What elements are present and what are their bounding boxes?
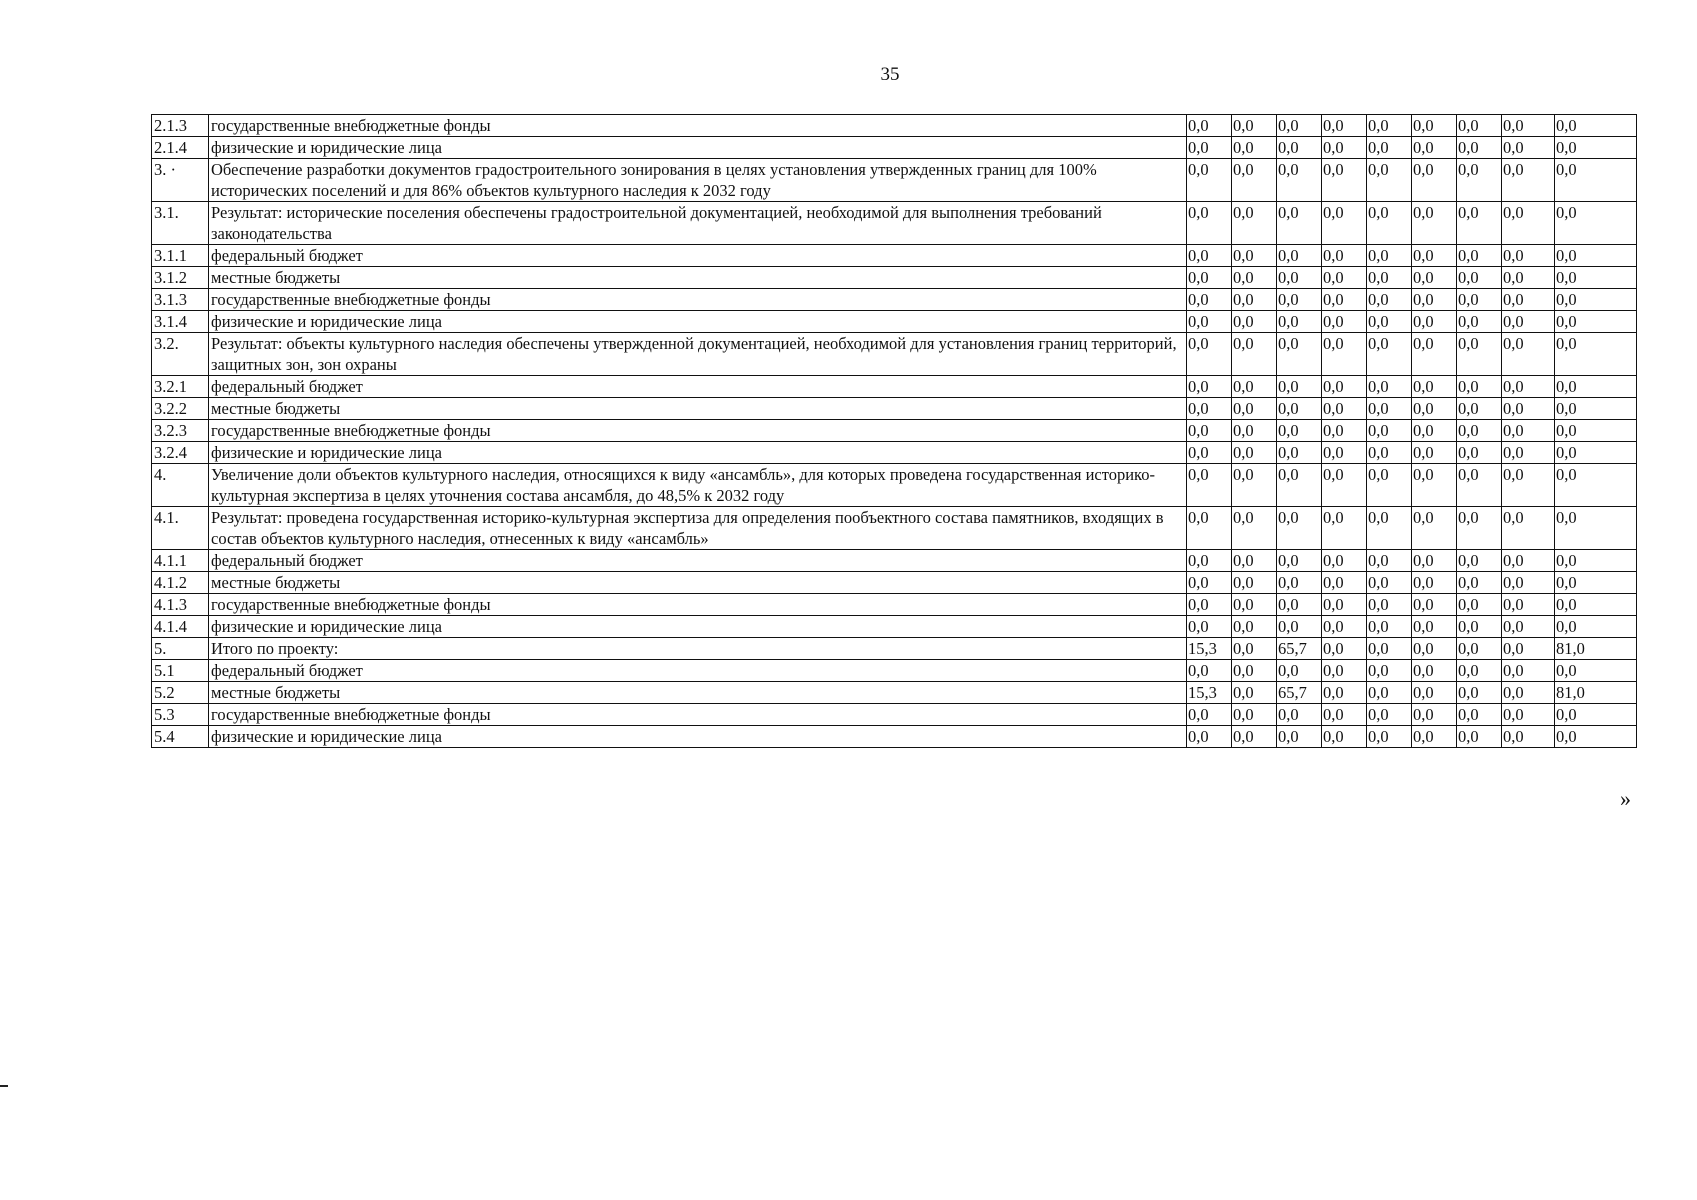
value-cell: 0,0 [1555,289,1637,311]
row-name-cell: федеральный бюджет [209,660,1187,682]
value-cell: 0,0 [1412,311,1457,333]
value-cell: 0,0 [1555,311,1637,333]
value-cell: 81,0 [1555,638,1637,660]
value-cell: 0,0 [1277,245,1322,267]
value-cell: 0,0 [1367,245,1412,267]
value-cell: 0,0 [1277,660,1322,682]
value-cell: 0,0 [1502,159,1555,202]
table-row [152,420,1637,442]
row-name-cell: государственные внебюджетные фонды [209,704,1187,726]
value-cell: 0,0 [1322,333,1367,376]
value-cell: 0,0 [1187,398,1232,420]
value-cell: 0,0 [1412,267,1457,289]
value-cell: 0,0 [1277,704,1322,726]
row-code-cell: 4.1.1 [152,550,209,572]
value-cell: 0,0 [1555,376,1637,398]
value-cell: 0,0 [1502,507,1555,550]
value-cell: 0,0 [1232,376,1277,398]
value-cell: 0,0 [1502,550,1555,572]
value-cell: 0,0 [1457,311,1502,333]
row-name-cell: Обеспечение разработки документов градостроительного зонирования в целях установления утвержденных границ для 100% исторических поселений и для 86% объектов культурного наследия к 2032 году [209,159,1187,202]
value-cell: 0,0 [1555,398,1637,420]
value-cell: 0,0 [1457,202,1502,245]
value-cell: 0,0 [1187,245,1232,267]
row-code-cell: 3.1.4 [152,311,209,333]
value-cell: 0,0 [1367,638,1412,660]
value-cell: 0,0 [1277,333,1322,376]
value-cell: 0,0 [1367,376,1412,398]
row-code-cell: 4.1.2 [152,572,209,594]
value-cell: 0,0 [1367,115,1412,137]
value-cell: 0,0 [1457,682,1502,704]
value-cell: 0,0 [1412,376,1457,398]
value-cell: 0,0 [1367,311,1412,333]
row-name-cell: местные бюджеты [209,398,1187,420]
value-cell: 0,0 [1412,115,1457,137]
value-cell: 81,0 [1555,682,1637,704]
value-cell: 0,0 [1322,660,1367,682]
value-cell: 0,0 [1232,616,1277,638]
row-name-cell: федеральный бюджет [209,376,1187,398]
value-cell: 0,0 [1457,159,1502,202]
table-body [152,115,1637,748]
value-cell: 0,0 [1457,507,1502,550]
row-code-cell: 5.3 [152,704,209,726]
value-cell: 0,0 [1322,398,1367,420]
value-cell: 0,0 [1187,704,1232,726]
value-cell: 0,0 [1187,333,1232,376]
value-cell: 0,0 [1322,245,1367,267]
value-cell: 0,0 [1232,572,1277,594]
value-cell: 0,0 [1322,202,1367,245]
value-cell: 0,0 [1232,159,1277,202]
row-name-cell: местные бюджеты [209,572,1187,594]
value-cell: 0,0 [1555,442,1637,464]
value-cell: 0,0 [1457,376,1502,398]
value-cell: 0,0 [1322,267,1367,289]
table-row [152,594,1637,616]
value-cell: 0,0 [1457,726,1502,748]
table-row [152,159,1637,202]
row-code-cell: 4.1.3 [152,594,209,616]
row-code-cell: 3.1.2 [152,267,209,289]
value-cell: 0,0 [1555,660,1637,682]
row-name-cell: физические и юридические лица [209,726,1187,748]
row-code-cell: 4. [152,464,209,507]
value-cell: 0,0 [1367,420,1412,442]
row-name-cell: Результат: исторические поселения обеспечены градостроительной документацией, необходимой для выполнения требований законодательства [209,202,1187,245]
value-cell: 0,0 [1412,507,1457,550]
value-cell: 0,0 [1232,267,1277,289]
value-cell: 0,0 [1187,202,1232,245]
value-cell: 0,0 [1502,267,1555,289]
table-row [152,289,1637,311]
value-cell: 0,0 [1412,202,1457,245]
value-cell: 0,0 [1457,594,1502,616]
value-cell: 0,0 [1277,267,1322,289]
table-row [152,682,1637,704]
value-cell: 0,0 [1187,594,1232,616]
value-cell: 0,0 [1367,682,1412,704]
value-cell: 0,0 [1502,464,1555,507]
value-cell: 0,0 [1457,660,1502,682]
value-cell: 0,0 [1367,464,1412,507]
value-cell: 0,0 [1555,202,1637,245]
value-cell: 0,0 [1555,594,1637,616]
value-cell: 0,0 [1412,550,1457,572]
value-cell: 0,0 [1412,660,1457,682]
value-cell: 0,0 [1187,442,1232,464]
value-cell: 0,0 [1412,726,1457,748]
value-cell: 15,3 [1187,682,1232,704]
value-cell: 0,0 [1322,464,1367,507]
value-cell: 0,0 [1555,115,1637,137]
value-cell: 0,0 [1367,550,1412,572]
row-name-cell: физические и юридические лица [209,442,1187,464]
value-cell: 0,0 [1232,682,1277,704]
row-code-cell: 4.1.4 [152,616,209,638]
value-cell: 0,0 [1502,594,1555,616]
row-name-cell: физические и юридические лица [209,311,1187,333]
row-code-cell: 5. [152,638,209,660]
value-cell: 0,0 [1232,289,1277,311]
table-row [152,638,1637,660]
value-cell: 0,0 [1277,442,1322,464]
row-name-cell: местные бюджеты [209,267,1187,289]
row-code-cell: 3.2.4 [152,442,209,464]
value-cell: 0,0 [1555,507,1637,550]
value-cell: 0,0 [1457,550,1502,572]
row-code-cell: 2.1.4 [152,137,209,159]
value-cell: 0,0 [1412,616,1457,638]
value-cell: 0,0 [1457,115,1502,137]
value-cell: 0,0 [1232,660,1277,682]
value-cell: 0,0 [1412,682,1457,704]
scan-artifact [0,1085,8,1087]
value-cell: 0,0 [1555,333,1637,376]
row-name-cell: Результат: проведена государственная историко-культурная экспертиза для определения пообъектного состава памятников, входящих в состав объектов культурного наследия, отнесенных к виду «ансамбль» [209,507,1187,550]
row-name-cell: государственные внебюджетные фонды [209,594,1187,616]
value-cell: 0,0 [1502,616,1555,638]
value-cell: 0,0 [1502,202,1555,245]
table-row [152,115,1637,137]
value-cell: 0,0 [1555,420,1637,442]
table-row [152,704,1637,726]
value-cell: 0,0 [1412,464,1457,507]
value-cell: 0,0 [1367,616,1412,638]
value-cell: 0,0 [1367,159,1412,202]
row-code-cell: 3. · [152,159,209,202]
value-cell: 0,0 [1277,550,1322,572]
value-cell: 65,7 [1277,638,1322,660]
value-cell: 0,0 [1457,289,1502,311]
value-cell: 0,0 [1187,572,1232,594]
table-row [152,464,1637,507]
value-cell: 0,0 [1502,638,1555,660]
value-cell: 0,0 [1187,726,1232,748]
row-name-cell: государственные внебюджетные фонды [209,115,1187,137]
value-cell: 0,0 [1187,464,1232,507]
table-row [152,550,1637,572]
value-cell: 0,0 [1367,202,1412,245]
value-cell: 0,0 [1277,202,1322,245]
value-cell: 0,0 [1232,333,1277,376]
value-cell: 0,0 [1277,289,1322,311]
value-cell: 0,0 [1555,137,1637,159]
table-row [152,507,1637,550]
value-cell: 0,0 [1322,289,1367,311]
value-cell: 0,0 [1322,638,1367,660]
table-row [152,572,1637,594]
value-cell: 0,0 [1367,572,1412,594]
value-cell: 0,0 [1322,442,1367,464]
value-cell: 0,0 [1502,704,1555,726]
value-cell: 0,0 [1555,245,1637,267]
value-cell: 0,0 [1412,159,1457,202]
value-cell: 0,0 [1322,376,1367,398]
value-cell: 0,0 [1412,420,1457,442]
value-cell: 0,0 [1502,572,1555,594]
value-cell: 65,7 [1277,682,1322,704]
value-cell: 0,0 [1367,704,1412,726]
value-cell: 0,0 [1555,159,1637,202]
value-cell: 0,0 [1457,704,1502,726]
table-row [152,333,1637,376]
value-cell: 0,0 [1277,311,1322,333]
value-cell: 0,0 [1277,159,1322,202]
value-cell: 0,0 [1502,420,1555,442]
row-name-cell: Увеличение доли объектов культурного наследия, относящихся к виду «ансамбль», для которых проведена государственная историко-культурная экспертиза в целях уточнения состава ансамбля, до 48,5% к 2032 году [209,464,1187,507]
value-cell: 0,0 [1457,137,1502,159]
value-cell: 0,0 [1412,398,1457,420]
table-row [152,376,1637,398]
value-cell: 0,0 [1187,159,1232,202]
value-cell: 0,0 [1555,616,1637,638]
value-cell: 0,0 [1277,594,1322,616]
value-cell: 0,0 [1187,376,1232,398]
table-row [152,245,1637,267]
value-cell: 0,0 [1457,398,1502,420]
value-cell: 0,0 [1502,442,1555,464]
value-cell: 0,0 [1322,572,1367,594]
value-cell: 0,0 [1277,572,1322,594]
value-cell: 0,0 [1555,572,1637,594]
value-cell: 0,0 [1502,311,1555,333]
value-cell: 0,0 [1322,159,1367,202]
table-row [152,660,1637,682]
value-cell: 0,0 [1187,311,1232,333]
value-cell: 0,0 [1502,398,1555,420]
value-cell: 0,0 [1277,115,1322,137]
value-cell: 0,0 [1367,398,1412,420]
value-cell: 0,0 [1277,376,1322,398]
value-cell: 0,0 [1322,137,1367,159]
value-cell: 0,0 [1367,660,1412,682]
row-name-cell: государственные внебюджетные фонды [209,289,1187,311]
value-cell: 0,0 [1277,137,1322,159]
row-code-cell: 4.1. [152,507,209,550]
row-name-cell: федеральный бюджет [209,550,1187,572]
table-row [152,398,1637,420]
value-cell: 0,0 [1187,267,1232,289]
value-cell: 0,0 [1232,442,1277,464]
value-cell: 0,0 [1502,115,1555,137]
value-cell: 0,0 [1322,550,1367,572]
value-cell: 0,0 [1187,420,1232,442]
value-cell: 0,0 [1187,616,1232,638]
value-cell: 0,0 [1502,376,1555,398]
row-name-cell: физические и юридические лица [209,616,1187,638]
value-cell: 0,0 [1277,398,1322,420]
table-row [152,202,1637,245]
value-cell: 0,0 [1187,507,1232,550]
value-cell: 0,0 [1187,550,1232,572]
row-code-cell: 3.2.3 [152,420,209,442]
value-cell: 0,0 [1502,137,1555,159]
value-cell: 0,0 [1232,202,1277,245]
value-cell: 0,0 [1322,594,1367,616]
value-cell: 0,0 [1277,616,1322,638]
value-cell: 0,0 [1412,572,1457,594]
value-cell: 0,0 [1502,660,1555,682]
value-cell: 0,0 [1367,333,1412,376]
value-cell: 0,0 [1232,245,1277,267]
value-cell: 0,0 [1232,638,1277,660]
row-code-cell: 5.4 [152,726,209,748]
value-cell: 0,0 [1457,333,1502,376]
value-cell: 0,0 [1457,616,1502,638]
value-cell: 0,0 [1412,245,1457,267]
value-cell: 0,0 [1322,704,1367,726]
value-cell: 0,0 [1457,572,1502,594]
value-cell: 0,0 [1322,115,1367,137]
value-cell: 0,0 [1412,704,1457,726]
value-cell: 0,0 [1232,464,1277,507]
value-cell: 0,0 [1555,726,1637,748]
value-cell: 0,0 [1367,267,1412,289]
row-code-cell: 3.1.1 [152,245,209,267]
value-cell: 0,0 [1232,550,1277,572]
value-cell: 0,0 [1187,660,1232,682]
value-cell: 0,0 [1322,311,1367,333]
value-cell: 0,0 [1412,137,1457,159]
value-cell: 0,0 [1412,442,1457,464]
row-name-cell: государственные внебюджетные фонды [209,420,1187,442]
value-cell: 0,0 [1322,507,1367,550]
value-cell: 0,0 [1502,289,1555,311]
value-cell: 0,0 [1367,594,1412,616]
value-cell: 0,0 [1412,638,1457,660]
closing-quote-mark: » [1620,786,1631,811]
value-cell: 0,0 [1457,638,1502,660]
value-cell: 0,0 [1232,420,1277,442]
row-name-cell: федеральный бюджет [209,245,1187,267]
value-cell: 0,0 [1322,682,1367,704]
value-cell: 0,0 [1555,464,1637,507]
row-name-cell: физические и юридические лица [209,137,1187,159]
value-cell: 0,0 [1232,137,1277,159]
value-cell: 0,0 [1367,137,1412,159]
value-cell: 0,0 [1412,333,1457,376]
row-code-cell: 3.2.1 [152,376,209,398]
value-cell: 0,0 [1457,245,1502,267]
table-row [152,616,1637,638]
value-cell: 0,0 [1457,267,1502,289]
value-cell: 0,0 [1367,726,1412,748]
value-cell: 0,0 [1232,594,1277,616]
row-code-cell: 5.2 [152,682,209,704]
value-cell: 0,0 [1502,726,1555,748]
value-cell: 0,0 [1412,289,1457,311]
value-cell: 0,0 [1277,420,1322,442]
row-name-cell: местные бюджеты [209,682,1187,704]
value-cell: 0,0 [1412,594,1457,616]
table-row [152,726,1637,748]
row-code-cell: 3.1. [152,202,209,245]
table-row [152,442,1637,464]
value-cell: 0,0 [1457,420,1502,442]
row-name-cell: Итого по проекту: [209,638,1187,660]
row-code-cell: 3.2. [152,333,209,376]
value-cell: 0,0 [1367,289,1412,311]
value-cell: 0,0 [1555,704,1637,726]
value-cell: 0,0 [1367,507,1412,550]
value-cell: 0,0 [1187,137,1232,159]
row-code-cell: 2.1.3 [152,115,209,137]
value-cell: 0,0 [1457,442,1502,464]
row-code-cell: 5.1 [152,660,209,682]
value-cell: 0,0 [1555,267,1637,289]
value-cell: 0,0 [1277,726,1322,748]
value-cell: 0,0 [1232,507,1277,550]
row-code-cell: 3.1.3 [152,289,209,311]
table-row [152,311,1637,333]
value-cell: 0,0 [1555,550,1637,572]
value-cell: 0,0 [1502,333,1555,376]
page-number: 35 [880,64,900,85]
value-cell: 0,0 [1232,398,1277,420]
value-cell: 0,0 [1232,726,1277,748]
value-cell: 0,0 [1277,507,1322,550]
row-name-cell: Результат: объекты культурного наследия обеспечены утвержденной документацией, необходимой для установления границ территорий, защитных зон, зон охраны [209,333,1187,376]
row-code-cell: 3.2.2 [152,398,209,420]
value-cell: 0,0 [1277,464,1322,507]
value-cell: 0,0 [1232,311,1277,333]
value-cell: 0,0 [1457,464,1502,507]
value-cell: 0,0 [1187,289,1232,311]
value-cell: 0,0 [1322,616,1367,638]
value-cell: 0,0 [1502,245,1555,267]
table-row [152,267,1637,289]
value-cell: 0,0 [1322,420,1367,442]
value-cell: 0,0 [1322,726,1367,748]
value-cell: 0,0 [1232,115,1277,137]
value-cell: 0,0 [1232,704,1277,726]
value-cell: 0,0 [1502,682,1555,704]
table-row [152,137,1637,159]
value-cell: 0,0 [1187,115,1232,137]
value-cell: 15,3 [1187,638,1232,660]
financing-table [151,114,1637,748]
value-cell: 0,0 [1367,442,1412,464]
